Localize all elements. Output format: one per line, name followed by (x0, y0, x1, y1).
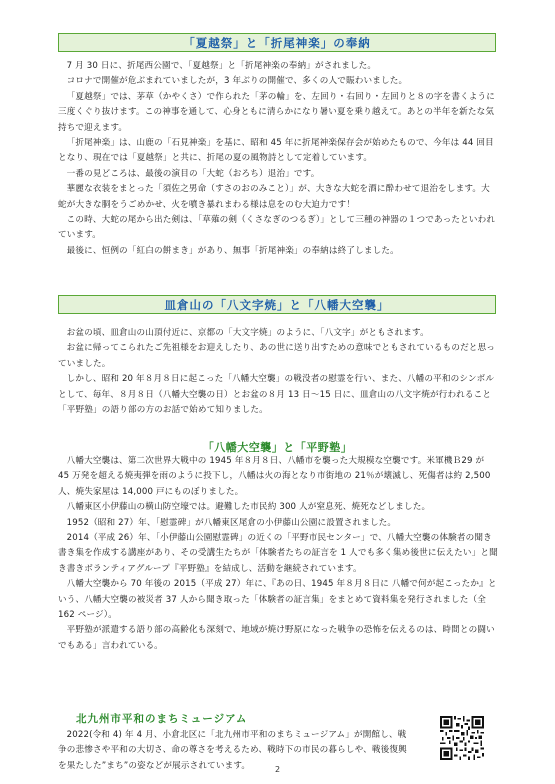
section-body (58, 454, 498, 654)
paragraph: 2022(令和 4) 年 4 月、小倉北区に「北九州市平和のまちミュージアム」が開館し、戦争の悲惨さや平和の大切さ、命の尊さを考えるため、戦時下の市民の暮らしや、戦後復興を果たした”まち”の姿などが展示されています。 (58, 730, 407, 771)
paragraph: お盆に帰ってこられたご先祖様をお迎えしたり、あの世に送り出すための意味でともされているものだと思っていました。 (58, 343, 496, 369)
paragraph: 華麗な衣装をまとった「須佐之男命（すさのおのみこと）」が、大きな大蛇を酒に酔わせて退治をします。大蛇が大きな胴をうごめかせ、火を噴き暴れまわる様は息をのむ大迫力です！ (58, 184, 490, 210)
paragraph: 7 月 30 日に、折尾西公園で、「夏越祭」と「折尾神楽の奉納」がされました。 (66, 61, 377, 71)
paragraph: 八幡大空襲から 70 年後の 2015（平成 27）年に、『あの日、1945 年８月８日に 八幡で何が起こったか』という、八幡大空襲の被災者 37 人から聞き取った「体験者の証言集」をまとめて資料集を発行されました（全 162 ページ）。 (58, 579, 497, 621)
paragraph: この時、大蛇の尾から出た剣は、「草薙の剣（くさなぎのつるぎ）」として三種の神器の１つであったといわれています。 (58, 215, 496, 241)
section-title-banner (58, 33, 496, 52)
paragraph: コロナで開催が危ぶまれていましたが，3 年ぶりの開催で、多くの人で賑わいました。 (66, 76, 408, 87)
paragraph: 平野塾が派遣する語り部の高齢化も深刻で、地域が焼け野原になった戦争の恐怖を伝えるのは、時間との闘いでもある」言われている。 (58, 625, 495, 651)
paragraph: お盆の頃、皿倉山の山頂付近に、京都の「大文字焼」のように、「八文字」がともされます。 (66, 328, 429, 338)
section-title: 皿倉山の「八文字焼」と「八幡大空襲」 (164, 297, 390, 312)
paragraph: 2014（平成 26）年、「小伊藤山公園慰霊碑」の近くの「平野市民センター」で、八幡大空襲の体験者の聞き書き集を作成する講座があり、その受講生たちが「体験者たちの証言を 1 人でも多く集め後世に伝えたい」と聞き書きボランティアグループ『平野塾』を結成し、活動を継続されています。 (58, 533, 498, 574)
qr-code-icon[interactable] (440, 716, 484, 760)
paragraph: 「夏越祭」では、茅草（かやくさ）で作られた「茅の輪」を、左回り・右回り・左回りと８の字を書くように三度くぐり抜けます。この神事を通して、心身ともに清らかになり暑い夏を乗り越えて。あとの半年を新たな気持ちで迎えます。 (58, 91, 496, 133)
paragraph: しかし、昭和 20 年８月８日に起こった「八幡大空襲」の戦没者の慰霊を行い、また、八幡の平和のシンボルとして、毎年、８月８日（八幡大空襲の日）とお盆の８月 13 日～15 日に、皿倉山の八文字焼が行われること「平野塾」の語り部の方のお話で始めて知りました。 (58, 374, 495, 416)
paragraph: 「折尾神楽」は、山鹿の「石見神楽」を基に、昭和 45 年に折尾神楽保存会が始めたもので、今年は 44 回目となり、現在では「夏越祭」と共に、折尾の夏の風物詩として定着しています。 (58, 138, 494, 164)
subheading: 「八幡大空襲」と「平野塾」 (202, 441, 353, 454)
section-body (58, 59, 498, 259)
paragraph: 八幡大空襲は、第二次世界大戦中の 1945 年８月８日、八幡市を襲った大規模な空襲です。米軍機Ｂ29 が 45 万発を超える焼夷弾を雨のように投下し，八幡は火の海となり市街地の 21％が壊滅し、死傷者は約 2,500 人、焼失家屋は 14,000 戸にものぼりました。 (58, 456, 491, 497)
museum-heading: 北九州市平和のまちミュージアム (76, 713, 248, 725)
section-title: 「夏越祭」と「折尾神楽」の奉納 (183, 35, 371, 50)
paragraph: 1952（昭和 27）年、「慰霊碑」が八幡東区尾倉の小伊藤山公園に設置されました。 (66, 517, 397, 528)
page-number: 2 (274, 765, 281, 774)
section-title-banner (58, 295, 496, 314)
paragraph: 最後に、恒例の「紅白の餅まき」があり、無事「折尾神楽」の奉納は終了しました。 (66, 245, 399, 256)
paragraph: 一番の見どころは、最後の演目の「大蛇（おろち）退治」です。 (66, 168, 320, 179)
section-body (58, 326, 498, 418)
paragraph: 八幡東区小伊藤山の横山防空壕では。避難した市民約 300 人が窒息死、焼死などしました。 (66, 502, 431, 513)
